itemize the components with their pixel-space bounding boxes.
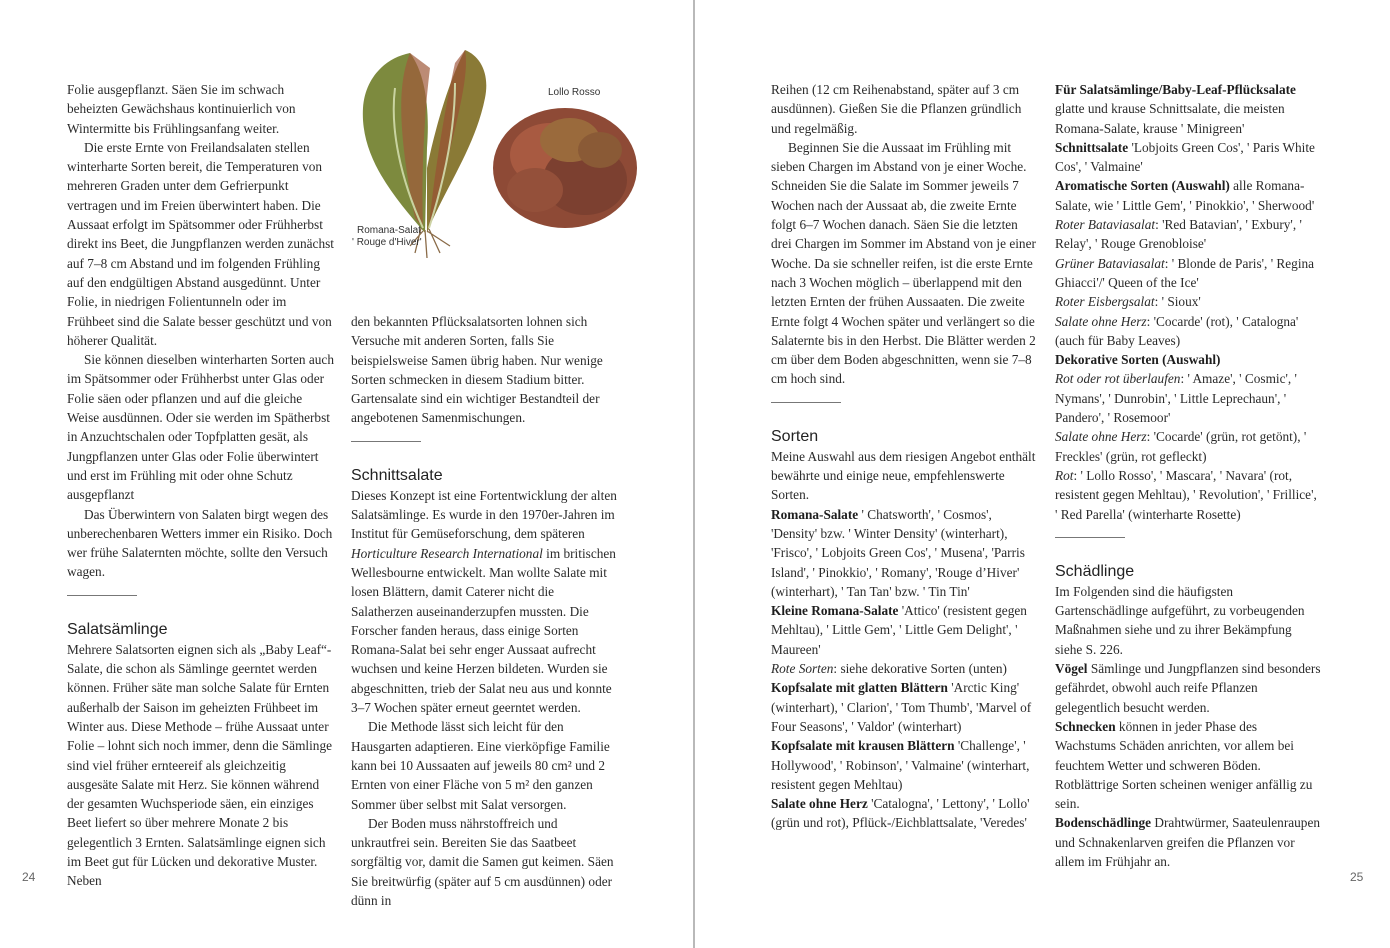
variety-text: ' Chatsworth', ' Cosmos', 'Density' bzw. ' Winter Density' (winterhart), 'Frisco', ' Lobjoits Green Cos', ' Musena', 'Parris Island', ' Pinokkio', ' Romany', 'Rouge d’Hiver' (winterhart), ' Tan Tan' bzw. ' Tin Tin'	[771, 506, 1025, 599]
pest-entry	[1055, 813, 1321, 871]
variety-label: Salate ohne Herz	[771, 796, 868, 812]
variety-entry	[771, 678, 1037, 736]
pest-text: können in jeder Phase des Wachstums Schäden anrichten, vor allem bei feuchtem Wetter und schweren Böden. Rotblättrige Sorten scheinen weniger anfällig zu sein.	[1055, 718, 1313, 812]
section-heading: Salatsämlinge	[67, 620, 168, 638]
paragraph: den bekannten Pflücksalatsorten lohnen sich Versuche mit anderen Sorten, falls Sie beispielsweise Samen übrig haben. Nur wenige Sorten schmecken in diesem Stadium bitter. Gartensalate sind ein wichtiger Bestandteil der angebotenen Samenmischungen.	[351, 314, 603, 426]
section-divider	[1055, 537, 1125, 538]
variety-entry	[1055, 369, 1321, 427]
page-gutter	[693, 0, 695, 948]
variety-label: Rote Sorten	[771, 661, 834, 677]
variety-label: Salate ohne Herz	[1055, 313, 1147, 329]
paragraph: Die erste Ernte von Freilandsalaten stellen winterharte Sorten bereit, die Temperaturen von mehreren Graden unter dem Gefrierpunkt vertragen und im Freien überwintert haben. Die Aussaat erfolgt im Spätsommer oder Frühherbst direkt ins Beet, die Jungpflanzen werden zunächst auf 7–8 cm Abstand und im folgenden Frühling auf den endgültigen Abstand ausgedünnt. Unter Folie, in niedrigen Folientunneln oder im Frühbeet sind die Salate besser geschützt und von höherer Qualität.	[67, 139, 334, 348]
pest-label: Vögel	[1055, 661, 1088, 677]
variety-text: : 'Red Batavian', ' Exbury', ' Relay', ' Rouge Grenobloise'	[1055, 217, 1302, 252]
left-column-1	[67, 80, 334, 891]
variety-entry	[1055, 466, 1321, 524]
variety-label: Kopfsalate mit krausen Blättern	[771, 738, 955, 754]
paragraph: Beginnen Sie die Aussaat im Frühling mit sieben Chargen im Abstand von je einer Woche. Schneiden Sie die Salate im Sommer jeweils 7 Wochen nach der Aussaat ab, die zweite Ernte folgt 6–7 Wochen danach. Säen Sie die letzten drei Chargen im Sommer im Abstand von je einer Woche. Da sie schneller reifen, ist die erste Ernte nach 3 Wochen möglich – überlappend mit den letzten Ernten der frühen Aussaaten. Die zweite Ernte folgt 4 Wochen später und verlängert so die Salaternte bis in den Herbst. Die Blätter werden 2 cm über dem Boden abgeschnitten, wenn sie 7–8 cm hoch sind.	[771, 139, 1036, 387]
variety-text: : ' Amaze', ' Cosmic', ' Nymans', ' Dunrobin', ' Little Leprechaun', ' Pandero', ' Rosemoor'	[1055, 371, 1297, 426]
left-column-2	[351, 312, 619, 910]
variety-entry	[1055, 427, 1321, 466]
pest-entry	[1055, 659, 1321, 717]
variety-entry	[771, 505, 1037, 601]
paragraph: Im Folgenden sind die häufigsten Gartenschädlinge aufgeführt, zu vorbeugenden Maßnahmen siehe und zu ihrer Bekämpfung siehe S. 226.	[1055, 583, 1305, 657]
variety-entry	[1055, 312, 1321, 351]
pest-label: Schnecken	[1055, 718, 1116, 734]
variety-entry	[771, 794, 1037, 833]
right-column-2	[1055, 80, 1321, 871]
variety-entry	[1055, 350, 1321, 369]
variety-label: Romana-Salate	[771, 506, 859, 522]
variety-entry	[771, 659, 1037, 678]
pest-text: Drahtwürmer, Saateulenraupen und Schnakenlarven greifen die Pflanzen vor allem im Frühjahr an.	[1055, 815, 1320, 869]
paragraph: Sie können dieselben winterharten Sorten auch im Spätsommer oder Frühherbst unter Glas oder Folie säen oder pflanzen und auf die gleiche Weise ausdünnen. Oder sie werden im Spätherbst in Anzuchtschalen oder Topfplatten gesät, als Jungpflanzen unter Glas oder Folie überwintert und erst im Frühling mit oder ohne Schutz ausgepflanzt	[67, 352, 334, 503]
caption-lollo-rosso: Lollo Rosso	[548, 87, 601, 98]
paragraph: Die Methode lässt sich leicht für den Hausgarten adaptieren. Eine vierköpfige Familie kann bei 10 Aussaaten auf jeweils 80 cm² und 2 Ernten von einer Fläche von 5 m² den ganzen Sommer über selbst mit Salat versorgen.	[351, 719, 610, 812]
variety-text: 'Arctic King' (winterhart), ' Clarion', ' Tom Thumb', 'Marvel of Four Seasons', ' Valdor' (winterhart)	[771, 680, 1032, 734]
variety-text: : siehe dekorative Sorten (unten)	[833, 661, 1007, 677]
variety-label: Roter Eisbergsalat	[1055, 294, 1155, 310]
right-column-1	[771, 80, 1037, 833]
variety-entry	[1055, 138, 1321, 177]
variety-text: : ' Lollo Rosso', ' Mascara', ' Navara' (rot, resistent gegen Mehltau), ' Revolution', ' Frillice', ' Red Parella' (winterharte Rosette)	[1055, 467, 1317, 522]
variety-label: Aromatische Sorten (Auswahl)	[1055, 178, 1230, 194]
variety-text: 'Catalogna', ' Lettony', ' Lollo' (grün und rot), Pflück-/Eichblattsalate, 'Veredes'	[771, 796, 1030, 831]
variety-label: Roter Bataviasalat	[1055, 217, 1156, 233]
italic-text: Horticulture Research International	[351, 545, 543, 561]
variety-label: Für Salatsämlinge/Baby-Leaf-Pflücksalate	[1055, 82, 1296, 97]
caption-romana-variety: ' Rouge d'Hiver'	[352, 237, 422, 248]
variety-label: Rot	[1055, 467, 1074, 483]
paragraph: Folie ausgepflanzt. Säen Sie im schwach beheizten Gewächshaus kontinuierlich von Wintermitte bis Frühlingsanfang weiter.	[67, 82, 296, 136]
variety-text: alle Romana-Salate, wie ' Little Gem', ' Pinokkio', ' Sherwood'	[1055, 178, 1315, 213]
variety-text: glatte und krause Schnittsalate, die meisten Romana-Salate, krause ' Minigreen'	[1055, 101, 1285, 136]
section-heading: Schnittsalate	[351, 466, 443, 484]
variety-text: : 'Cocarde' (grün, rot getönt), ' Freckles' (grün, rot gefleckt)	[1055, 429, 1307, 464]
variety-label: Grüner Bataviasalat	[1055, 255, 1165, 271]
paragraph: Das Überwintern von Salaten birgt wegen des unberechenbaren Wetters immer ein Risiko. Doch wer frühe Salaternten möchte, sollte den Versuch wagen.	[67, 506, 333, 580]
variety-entry	[1055, 176, 1321, 215]
variety-entry	[1055, 292, 1321, 311]
section-heading: Schädlinge	[1055, 562, 1135, 580]
caption-romana: Romana-Salat	[357, 225, 421, 236]
pest-label: Bodenschädlinge	[1055, 815, 1152, 831]
paragraph: Mehrere Salatsorten eignen sich als „Baby Leaf“-Salate, die schon als Sämlinge geerntet werden können. Früher säte man solche Salate für Ernten außerhalb der Saison im geheizten Frühbeet im Winter aus. Diese Methode – frühe Aussaat unter Folie – lohnt sich noch immer, denn die Sämlinge sind viel früher ernteereif als gleichzeitig ausgesäte Salate mit Herz. Sie können während der gesamten Wuchsperiode säen, ein einziges Beet liefert so über mehrere Monate 2 bis gelegentlich 3 Ernten. Salatsämlinge eignen sich im Beet gut für Lücken und dekorative Muster. Neben	[67, 641, 332, 889]
variety-entry	[1055, 215, 1321, 254]
variety-label: Rot oder rot überlaufen	[1055, 371, 1181, 387]
variety-text: 'Challenge', ' Hollywood', ' Robinson', ' Valmaine' (winterhart, resistent gegen Mehltau)	[771, 738, 1030, 792]
page-number-left: 24	[22, 870, 36, 884]
variety-entry	[1055, 254, 1321, 293]
variety-label: Kopfsalate mit glatten Blättern	[771, 680, 948, 696]
pest-text: Sämlinge und Jungpflanzen sind besonders gefährdet, obwohl auch reife Pflanzen gelegentlich besucht werden.	[1055, 661, 1321, 715]
variety-text: 'Lobjoits Green Cos', ' Paris White Cos', ' Valmaine'	[1055, 139, 1315, 175]
variety-entry	[771, 601, 1037, 659]
variety-text: 'Attico' (resistent gegen Mehltau), ' Little Gem', ' Little Gem Delight', ' Maureen'	[771, 603, 1027, 657]
section-heading: Sorten	[771, 427, 819, 445]
variety-label: Salate ohne Herz	[1055, 429, 1147, 445]
variety-label: Dekorative Sorten (Auswahl)	[1055, 352, 1221, 368]
text: im britischen Wellesbourne entwickelt. Man wollte Salate mit losen Blättern, damit Caterer nicht die Salatherzen auseinanderzupfen mussten. Die Forscher fanden heraus, dass einige Sorten Romana-Salat bei sehr enger Aussaat aufrecht wuchsen und keine Herzen bildeten. Wurden sie abgeschnitten, trieb der Salat neu aus und konnte 3–7 Wochen später erneut geerntet werden.	[351, 545, 616, 716]
paragraph: Reihen (12 cm Reihenabstand, später auf 3 cm ausdünnen). Gießen Sie die Pflanzen gründlich und regelmäßig.	[771, 82, 1022, 136]
variety-text: : 'Cocarde' (rot), ' Catalogna' (auch für Baby Leaves)	[1055, 313, 1299, 348]
text: Dieses Konzept ist eine Fortentwicklung der alten Salatsämlinge. Es wurde in den 1970er-Jahren im Institut für Gemüseforschung, dem späteren	[351, 487, 617, 542]
section-divider	[771, 402, 841, 403]
variety-entry	[1055, 80, 1321, 138]
page-number-right: 25	[1350, 870, 1364, 884]
variety-text: : ' Blonde de Paris', ' Regina Ghiacci'/' Queen of the Ice'	[1055, 255, 1315, 290]
paragraph: Der Boden muss nährstoffreich und unkrautfrei sein. Bereiten Sie das Saatbeet sorgfältig vor, damit die Samen gut keimen. Säen Sie breitwürfig (später auf 5 cm ausdünnen) oder dünn in	[351, 815, 614, 909]
section-divider	[67, 595, 137, 596]
section-divider	[351, 441, 421, 442]
paragraph	[351, 486, 619, 718]
variety-text: : ' Sioux'	[1154, 294, 1201, 310]
pest-entry	[1055, 717, 1321, 813]
lollo-rosso-illustration	[490, 100, 640, 232]
variety-label: Schnittsalate	[1055, 139, 1129, 155]
paragraph: Meine Auswahl aus dem riesigen Angebot enthält bewährte und einige neue, empfehlenswerte Sorten.	[771, 448, 1036, 503]
variety-label: Kleine Romana-Salate	[771, 603, 899, 619]
variety-entry	[771, 736, 1037, 794]
